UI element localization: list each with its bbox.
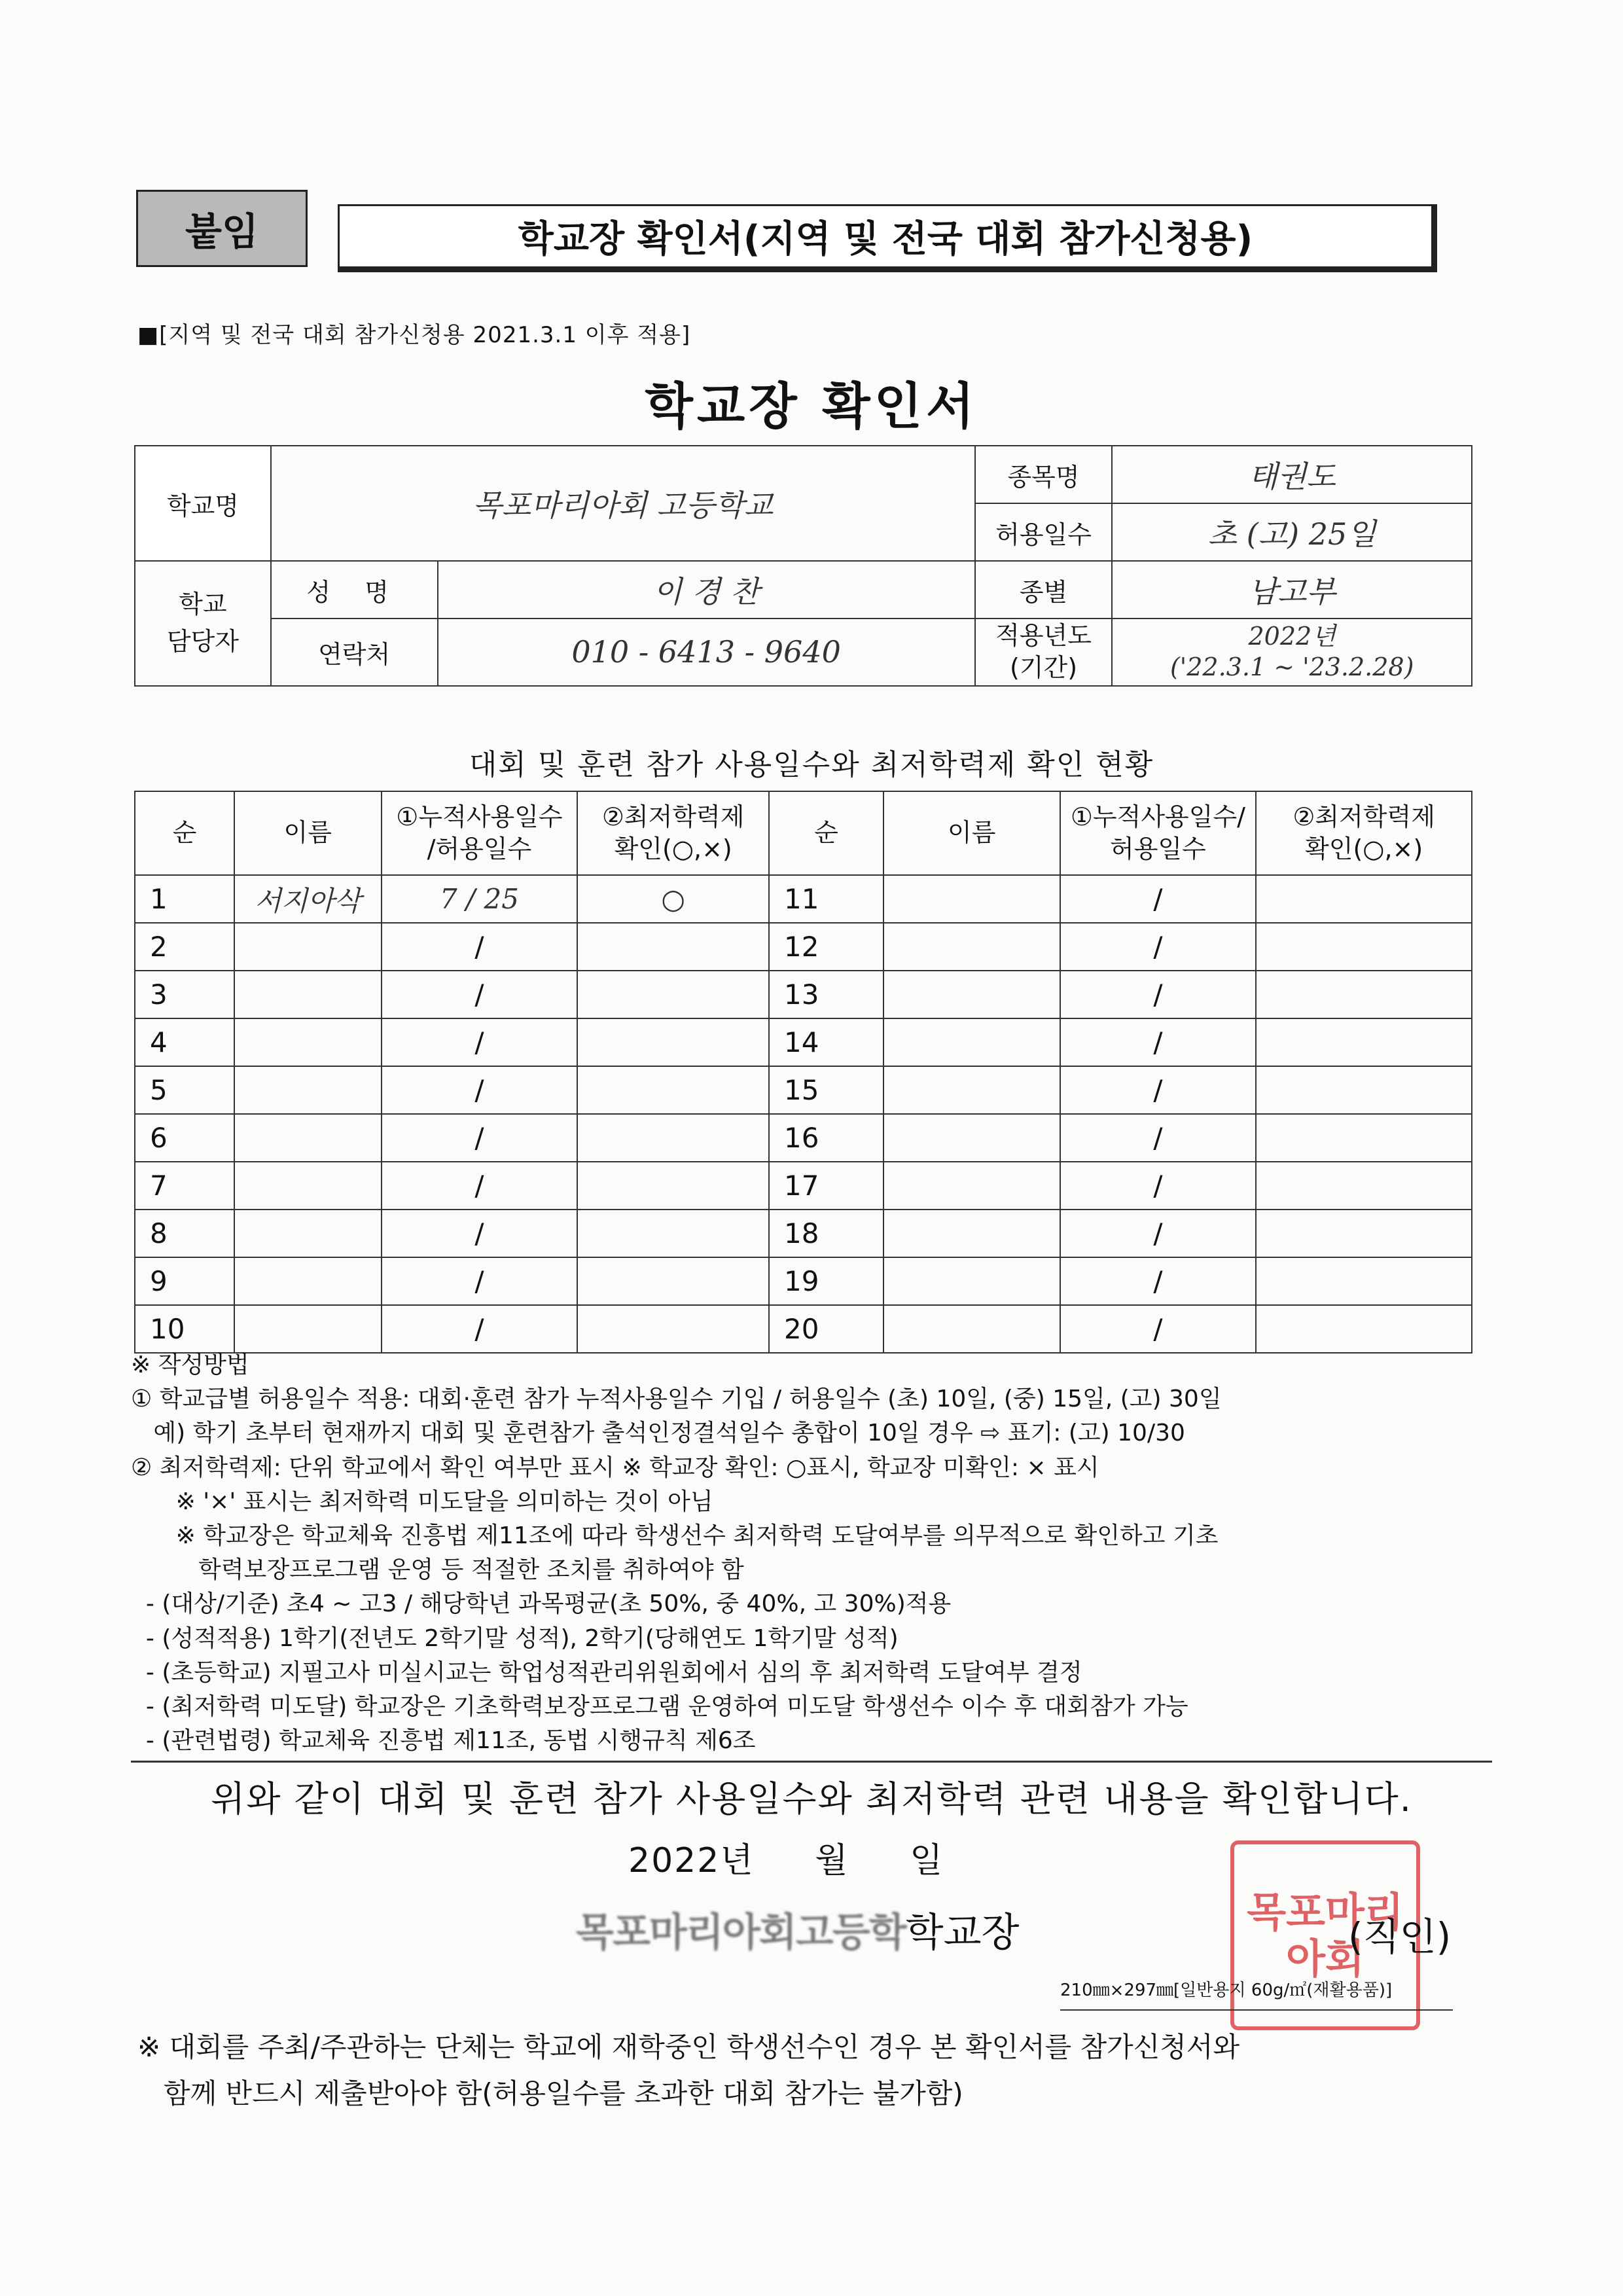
cell-name [883,923,1060,971]
cell-no: 7 [135,1162,234,1210]
cell-days: / [382,1210,578,1257]
contact-label: 연락처 [271,619,438,686]
cell-check [577,971,769,1018]
cell-no: 2 [135,923,234,971]
cell-no: 20 [769,1305,883,1353]
cell-days: / [382,971,578,1018]
cell-days: / [382,1114,578,1162]
cell-days: / [382,1305,578,1353]
table-row [135,1114,1472,1162]
cell-days: / [382,1162,578,1210]
cell-days: / [382,1018,578,1066]
staff-name-value: 이 경 찬 [438,561,975,619]
cell-check [1256,1162,1472,1210]
column-header: 이름 [234,791,382,875]
paper-spec-underline [1060,2009,1453,2011]
column-header: 순 [769,791,883,875]
cell-check [577,1210,769,1257]
attachment-badge [136,190,308,267]
instruction-line: - (초등학교) 지필고사 미실시교는 학업성적관리위원회에서 심의 후 최저학력 도달여부 결정 [131,1659,1082,1686]
cell-name [234,971,382,1018]
usage-table [134,791,1472,1354]
cell-days: / [1060,1210,1257,1257]
seal-text-top: 목포마리 [1247,1888,1404,1936]
section-title: 대회 및 훈련 참가 사용일수와 최저학력제 확인 현황 [469,748,1154,781]
cell-check [1256,1305,1472,1353]
cell-check [577,1162,769,1210]
submission-note-line-2: 함께 반드시 제출받아야 함(허용일수를 초과한 대회 참가는 불가함) [137,2077,963,2110]
column-header: 이름 [883,791,1060,875]
cell-check [577,1066,769,1114]
instruction-line: ※ '×' 표시는 최저학력 미도달을 의미하는 것이 아님 [131,1488,713,1515]
cell-name [883,1066,1060,1114]
cell-days: / [1060,1018,1257,1066]
cell-no: 4 [135,1018,234,1066]
cell-check [577,923,769,971]
cell-name [234,923,382,971]
table-row [135,1305,1472,1353]
cell-check [577,1114,769,1162]
cell-name [234,1210,382,1257]
cell-no: 8 [135,1210,234,1257]
cell-no: 19 [769,1257,883,1305]
cell-check [1256,1257,1472,1305]
column-header: ②최저학력제 확인(○,×) [577,791,769,875]
paper-spec: 210㎜×297㎜[일반용지 60g/㎡(재활용품)] [1060,1981,1393,2000]
cell-days: / [382,923,578,971]
staff-label: 학교 담당자 [135,561,271,686]
cell-days: / [1060,923,1257,971]
cell-check [1256,1018,1472,1066]
period-range: ('22.3.1 ~ '23.2.28) [1169,653,1414,682]
instruction-line: - (최저학력 미도달) 학교장은 기초학력보장프로그램 운영하여 미도달 학생선수 이수 후 대회참가 가능 [131,1693,1188,1720]
instruction-line: ※ 학교장은 학교체육 진흥법 제11조에 따라 학생선수 최저학력 도달여부를 의무적으로 확인하고 기초 [131,1522,1219,1549]
instruction-line: ※ 작성방법 [131,1352,249,1378]
cell-name [234,1257,382,1305]
cell-check [1256,1210,1472,1257]
attachment-label: 붙임 [185,209,259,254]
cell-name [883,971,1060,1018]
table-header-row [135,791,1472,875]
period-year: 2022년 [1248,621,1336,651]
category-label: 종별 [975,561,1113,619]
cell-no: 13 [769,971,883,1018]
seal-label: (직인) [1348,1914,1452,1959]
instruction-line: - (성적적용) 1학기(전년도 2학기말 성적), 2학기(당해연도 1학기말 성적) [131,1624,899,1652]
table-row [135,1257,1472,1305]
info-table [134,445,1472,687]
instruction-line: 학력보장프로그램 운영 등 적절한 조치를 취하여야 함 [131,1556,744,1584]
column-header: ①누적사용일수/ 허용일수 [1060,791,1257,875]
period-value [1112,619,1472,686]
cell-no: 16 [769,1114,883,1162]
cell-name [234,1162,382,1210]
cell-name [883,1162,1060,1210]
submission-note-line-1: ※ 대회를 주최/주관하는 단체는 학교에 재학중인 학생선수인 경우 본 확인서를 참가신청서와 [137,2031,1240,2063]
cell-check [1256,971,1472,1018]
school-name-label: 학교명 [135,446,271,561]
cell-name [883,1210,1060,1257]
column-header: 순 [135,791,234,875]
cell-days: / [1060,1305,1257,1353]
seal-text-bottom: 아회 [1286,1935,1364,1982]
cell-no: 5 [135,1066,234,1114]
cell-no: 11 [769,875,883,923]
table-row [135,875,1472,923]
table-row [135,923,1472,971]
cell-check [577,1305,769,1353]
cell-no: 6 [135,1114,234,1162]
cell-no: 14 [769,1018,883,1066]
cell-days: / [382,1257,578,1305]
category-value: 남고부 [1112,561,1472,619]
writing-instructions [131,1348,1492,1758]
confirmation-statement: 위와 같이 대회 및 훈련 참가 사용일수와 최저학력 관련 내용을 확인합니다. [211,1778,1412,1820]
cell-name [883,1018,1060,1066]
instruction-line: ② 최저학력제: 단위 학교에서 확인 여부만 표시 ※ 학교장 확인: ○표시, 학교장 미확인: × 표시 [131,1454,1099,1481]
cell-name [883,1257,1060,1305]
cell-days: / [1060,1162,1257,1210]
cell-no: 12 [769,923,883,971]
principal-line [576,1901,1020,1958]
cell-check [1256,923,1472,971]
table-row [135,1162,1472,1210]
instruction-line: - (관련법령) 학교체육 진흥법 제11조, 동법 시행규칙 제6조 [131,1727,756,1755]
document-title: 학교장 확인서(지역 및 전국 대회 참가신청용) [518,218,1253,260]
cell-days: / [1060,971,1257,1018]
staff-name-label: 성 명 [271,561,438,619]
instruction-line: 예) 학기 초부터 현재까지 대회 및 훈련참가 출석인정결석일수 총합이 10일 경우 ⇨ 표기: (고) 10/30 [131,1420,1185,1447]
cell-name [883,1114,1060,1162]
cell-no: 17 [769,1162,883,1210]
instruction-line: - (대상/기준) 초4 ~ 고3 / 해당학년 과목평균(초 50%, 중 40%, 고 30%)적용 [131,1590,952,1618]
contact-value: 010 - 6413 - 9640 [438,619,975,686]
cell-name [234,1114,382,1162]
cell-check [1256,875,1472,923]
page-title: 학교장 확인서 [645,377,978,435]
principal-label: 학교장 [905,1910,1020,1956]
submission-note [137,2024,1512,2117]
cell-days: / [382,1066,578,1114]
divider [131,1761,1492,1763]
cell-days: / [1060,1257,1257,1305]
sport-label: 종목명 [975,446,1113,503]
cell-name [883,1305,1060,1353]
applicability-note: ■[지역 및 전국 대회 참가신청용 2021.3.1 이후 적용] [137,322,691,348]
table-row [135,1018,1472,1066]
table-row [135,971,1472,1018]
instruction-line: ① 학교급별 허용일수 적용: 대회·훈련 참가 누적사용일수 기입 / 허용일수 (초) 10일, (중) 15일, (고) 30일 [131,1386,1222,1413]
signature-date: 2022년 월 일 [628,1841,944,1880]
cell-no: 15 [769,1066,883,1114]
cell-check [1256,1114,1472,1162]
cell-no: 10 [135,1305,234,1353]
table-row [135,1210,1472,1257]
cell-name [234,1066,382,1114]
cell-days: / [1060,875,1257,923]
cell-name [883,875,1060,923]
cell-check [577,1257,769,1305]
cell-check: ○ [577,875,769,923]
school-name-value: 목포마리아회 고등학교 [271,446,975,561]
cell-no: 18 [769,1210,883,1257]
cell-days: 7 / 25 [382,875,578,923]
allowed-days-label: 허용일수 [975,503,1113,561]
cell-name [234,1018,382,1066]
column-header: ②최저학력제 확인(○,×) [1256,791,1472,875]
cell-no: 9 [135,1257,234,1305]
column-header: ①누적사용일수 /허용일수 [382,791,578,875]
sport-value: 태권도 [1112,446,1472,503]
school-name-stamp: 목포마리아회고등학 [576,1910,906,1956]
cell-days: / [1060,1066,1257,1114]
cell-name: 서지아삭 [234,875,382,923]
cell-check [577,1018,769,1066]
cell-check [1256,1066,1472,1114]
cell-name [234,1305,382,1353]
cell-days: / [1060,1114,1257,1162]
cell-no: 3 [135,971,234,1018]
document-title-box [338,204,1437,272]
table-row [135,1066,1472,1114]
period-label: 적용년도 (기간) [975,619,1113,686]
allowed-days-value: 초 (고) 25일 [1112,503,1472,561]
cell-no: 1 [135,875,234,923]
